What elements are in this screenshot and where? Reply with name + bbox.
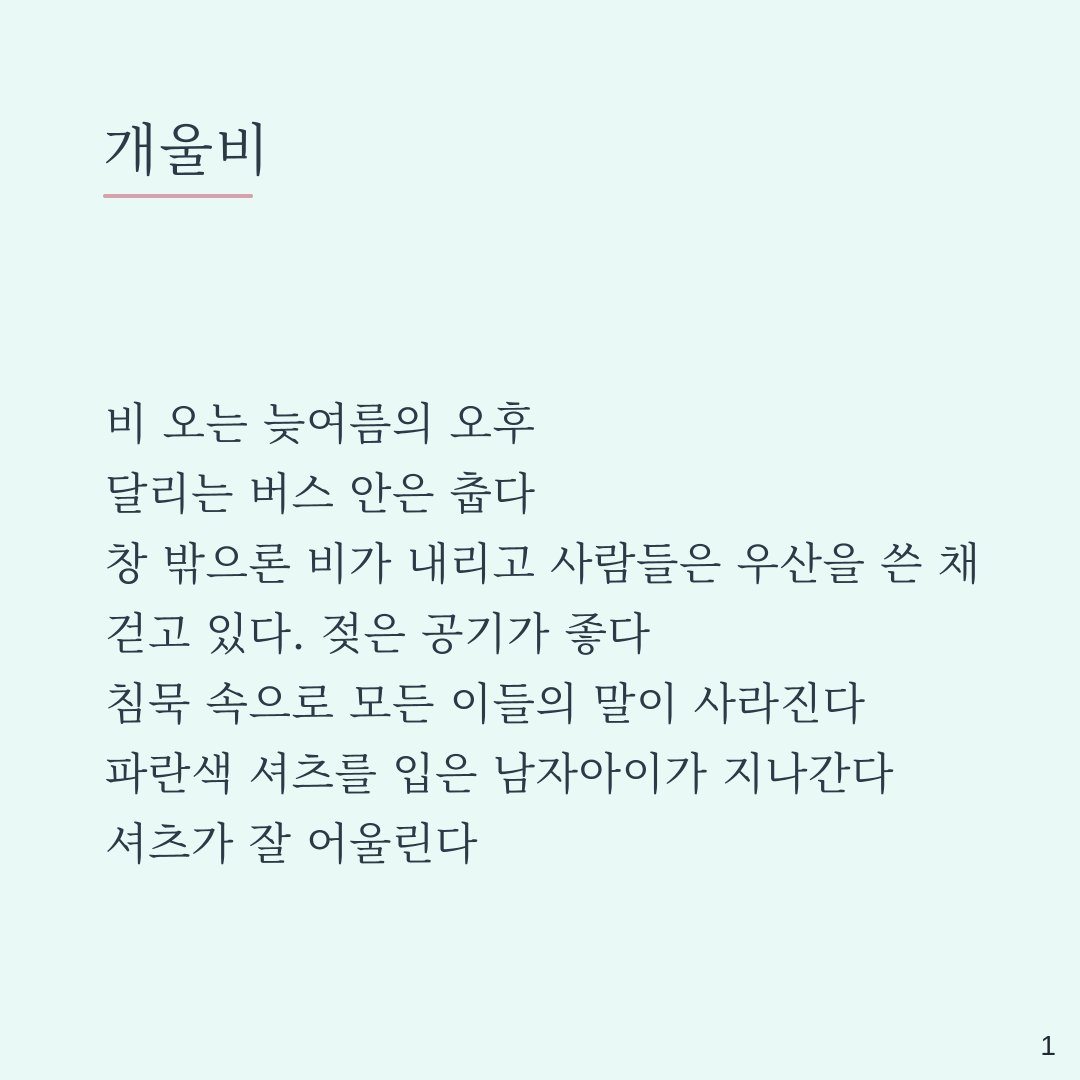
poem-line: 비 오는 늦여름의 오후 — [105, 399, 536, 450]
poem-body — [105, 390, 1005, 880]
poem-line: 걷고 있다. 젖은 공기가 좋다 — [105, 609, 651, 660]
poem-line: 파란색 셔츠를 입은 남자아이가 지나간다 — [105, 749, 895, 800]
poem-line: 침묵 속으로 모든 이들의 말이 사라진다 — [105, 679, 866, 730]
poem-line: 셔츠가 잘 어울린다 — [105, 819, 479, 870]
page-number: 1 — [1040, 1030, 1056, 1061]
title-underline-accent — [103, 194, 253, 198]
poem-line: 창 밖으론 비가 내리고 사람들은 우산을 쓴 채 — [105, 539, 981, 590]
poem-title: 개울비 — [103, 119, 272, 184]
poem-line: 달리는 버스 안은 춥다 — [105, 469, 536, 520]
